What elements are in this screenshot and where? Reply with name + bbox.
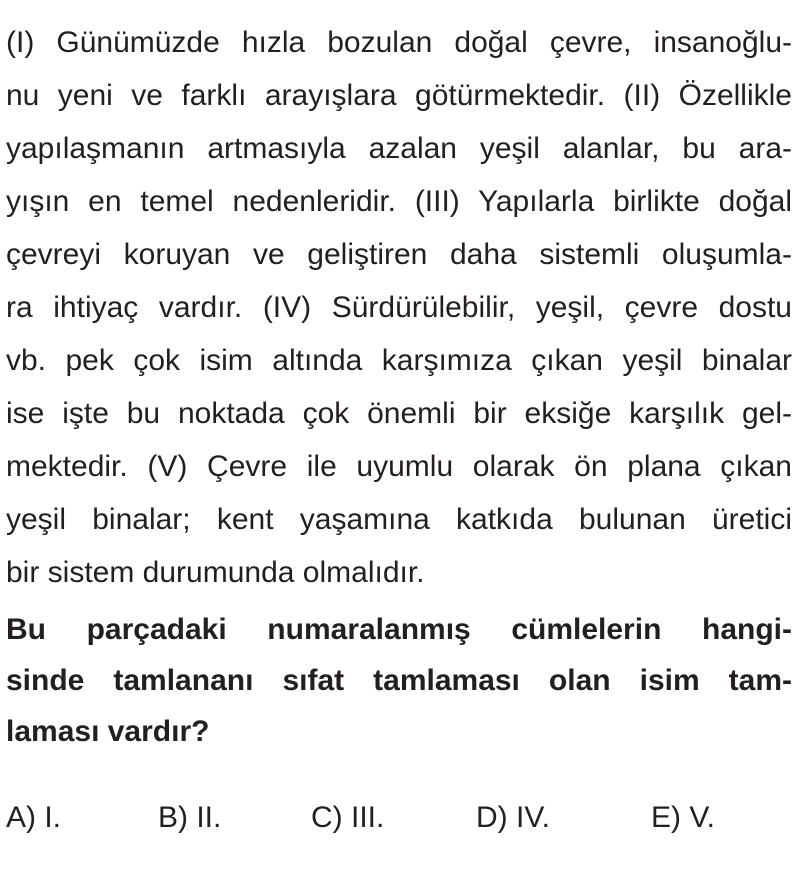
passage-line: çevreyi koruyan ve geliştiren daha sistemli oluşumla- xyxy=(6,238,792,271)
passage-line: yeşil binalar; kent yaşamına katkıda bulunan üretici xyxy=(6,503,792,536)
passage-line: ra ihtiyaç vardır. (IV) Sürdürülebilir, yeşil, çevre dostu xyxy=(6,291,792,324)
passage-line: nu yeni ve farklı arayışlara götürmektedir. (II) Özellikle xyxy=(6,79,792,112)
question-line: sinde tamlananı sıfat tamlaması olan isim tam- xyxy=(6,664,792,697)
question-line: laması vardır? xyxy=(6,715,210,748)
option-a[interactable]: A) I. xyxy=(6,801,62,834)
option-d[interactable]: D) IV. xyxy=(476,801,550,834)
option-b[interactable]: B) II. xyxy=(158,801,222,834)
passage-line: yapılaşmanın artmasıyla azalan yeşil alanlar, bu ara- xyxy=(6,132,792,165)
question-line: Bu parçadaki numaralanmış cümlelerin hangi- xyxy=(6,613,792,646)
option-c[interactable]: C) III. xyxy=(311,801,385,834)
passage-line: mektedir. (V) Çevre ile uyumlu olarak ön plana çıkan xyxy=(6,450,792,483)
passage-line: yışın en temel nedenleridir. (III) Yapılarla birlikte doğal xyxy=(6,185,792,218)
passage-line: vb. pek çok isim altında karşımıza çıkan yeşil binalar xyxy=(6,344,792,377)
question-stem xyxy=(6,604,792,757)
option-e[interactable]: E) V. xyxy=(651,801,715,834)
passage-text xyxy=(6,16,792,599)
passage-line: ise işte bu noktada çok önemli bir eksiğe karşılık gel- xyxy=(6,397,792,430)
answer-options xyxy=(6,793,792,843)
passage-line: bir sistem durumunda olmalıdır. xyxy=(6,556,425,589)
passage-line: (I) Günümüzde hızla bozulan doğal çevre, insanoğlu- xyxy=(6,26,792,59)
